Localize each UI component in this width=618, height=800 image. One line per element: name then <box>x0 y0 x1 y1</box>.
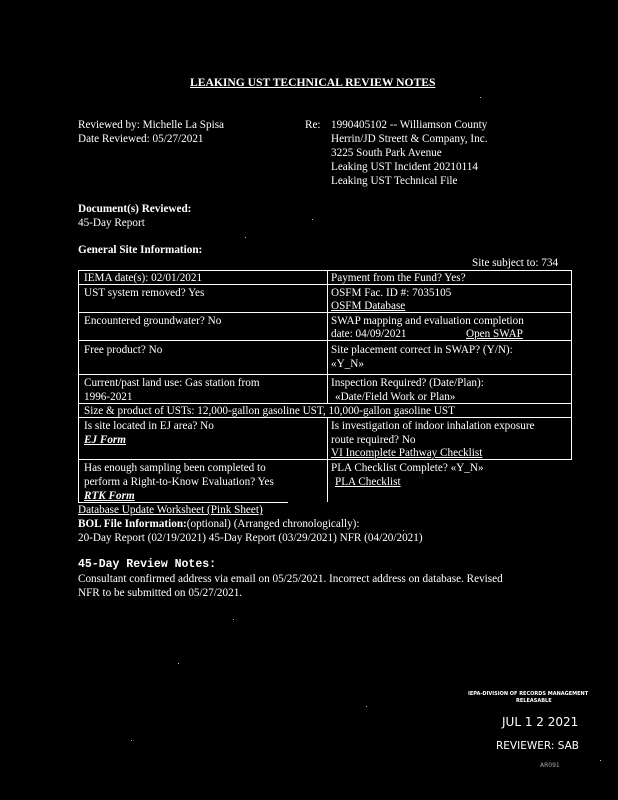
free-product: Free product? No <box>84 344 163 356</box>
scan-speck <box>366 706 367 707</box>
site-placement: Site placement correct in SWAP? (Y/N): <box>331 344 513 356</box>
encountered-groundwater: Encountered groundwater? No <box>84 315 222 327</box>
re-line: 3225 South Park Avenue <box>331 147 442 159</box>
stamp-reviewer: REVIEWER: SAB <box>496 740 579 752</box>
documents-value: 45-Day Report <box>78 217 145 229</box>
notes-line: Consultant confirmed address via email on 05/25/2021. Incorrect address on database. Revised <box>78 573 503 585</box>
general-heading: General Site Information: <box>78 244 203 256</box>
stamp-releasable: RELEASABLE <box>516 698 552 704</box>
table-rule <box>78 312 572 313</box>
open-swap-link[interactable]: Open SWAP <box>466 328 523 340</box>
scan-speck <box>600 760 601 761</box>
date-reviewed: Date Reviewed: 05/27/2021 <box>78 133 204 145</box>
bol-heading: BOL File Information: <box>78 518 187 530</box>
table-rule <box>78 459 572 460</box>
scan-speck <box>245 237 246 238</box>
re-line: 1990405102 -- Williamson County <box>331 119 488 131</box>
iema-dates: IEMA date(s): 02/01/2021 <box>84 272 203 284</box>
stamp-initials: AR091 <box>540 762 560 769</box>
right-to-know: perform a Right-to-Know Evaluation? Yes <box>84 476 274 488</box>
rtk-form-link[interactable]: RTK Form <box>84 490 135 502</box>
stamp-date: JUL 1 2 2021 <box>502 715 579 729</box>
bol-value: 20-Day Report (02/19/2021) 45-Day Report (03/29/2021) NFR (04/20/2021) <box>78 532 423 544</box>
re-line: Leaking UST Incident 20210114 <box>331 161 478 173</box>
scan-speck <box>131 740 132 741</box>
sampling-complete: Has enough sampling been completed to <box>84 462 266 474</box>
indoor-route: route required? No <box>331 434 416 446</box>
land-use-years: 1996-2021 <box>84 391 133 403</box>
stamp-division: IEPA-DIVISION OF RECORDS MANAGEMENT <box>468 691 589 697</box>
osfm-database-link[interactable]: OSFM Database <box>331 300 406 312</box>
scan-speck <box>312 219 313 220</box>
re-line: Herrin/JD Streett & Company, Inc. <box>331 133 488 145</box>
scan-speck <box>233 619 234 620</box>
table-rule <box>327 270 328 404</box>
vi-checklist-link[interactable]: VI Incomplete Pathway Checklist <box>331 447 483 459</box>
pla-checklist-link[interactable]: PLA Checklist <box>335 476 401 488</box>
pla-checklist-question: PLA Checklist Complete? «Y_N» <box>331 462 484 474</box>
reviewed-by: Reviewed by: Michelle La Spisa <box>78 119 225 131</box>
bol-note: (optional) (Arranged chronologically): <box>186 518 360 530</box>
notes-line: NFR to be submitted on 05/27/2021. <box>78 587 243 599</box>
payment-from-fund: Payment from the Fund? Yes? <box>331 272 466 284</box>
ej-form-link[interactable]: EJ Form <box>84 434 126 446</box>
site-subject: Site subject to: 734 <box>472 257 559 269</box>
inspection-required: Inspection Required? (Date/Plan): <box>331 377 484 389</box>
re-label: Re: <box>305 119 321 131</box>
swap-mapping: SWAP mapping and evaluation completion <box>331 315 524 327</box>
table-rule <box>78 374 572 375</box>
documents-heading: Document(s) Reviewed: <box>78 203 192 215</box>
scan-speck <box>403 530 404 531</box>
inspection-value: «Date/Field Work or Plan» <box>335 391 456 403</box>
swap-date: date: 04/09/2021 <box>331 328 407 340</box>
ust-removed: UST system removed? Yes <box>84 287 205 299</box>
table-rule <box>571 270 572 460</box>
size-product-usts: Size & product of USTs: 12,000-gallon gasoline UST, 10,000-gallon gasoline UST <box>84 405 455 417</box>
bol-file-info <box>78 517 360 531</box>
osfm-fac-id: OSFM Fac. ID #: 7035105 <box>331 287 452 299</box>
ej-area: Is site located in EJ area? No <box>84 420 214 432</box>
re-line: Leaking UST Technical File <box>331 175 458 187</box>
table-rule <box>327 418 328 502</box>
table-rule <box>78 270 79 503</box>
notes-heading: 45-Day Review Notes: <box>78 558 217 571</box>
indoor-inhalation: Is investigation of indoor inhalation exposure <box>331 420 535 432</box>
page-title: LEAKING UST TECHNICAL REVIEW NOTES <box>190 76 436 89</box>
land-use: Current/past land use: Gas station from <box>84 377 260 389</box>
database-worksheet-link[interactable]: Database Update Worksheet (Pink Sheet) <box>78 504 263 516</box>
scan-speck <box>178 663 179 664</box>
scan-speck <box>480 97 481 98</box>
site-placement-value: «Y_N» <box>331 358 364 370</box>
